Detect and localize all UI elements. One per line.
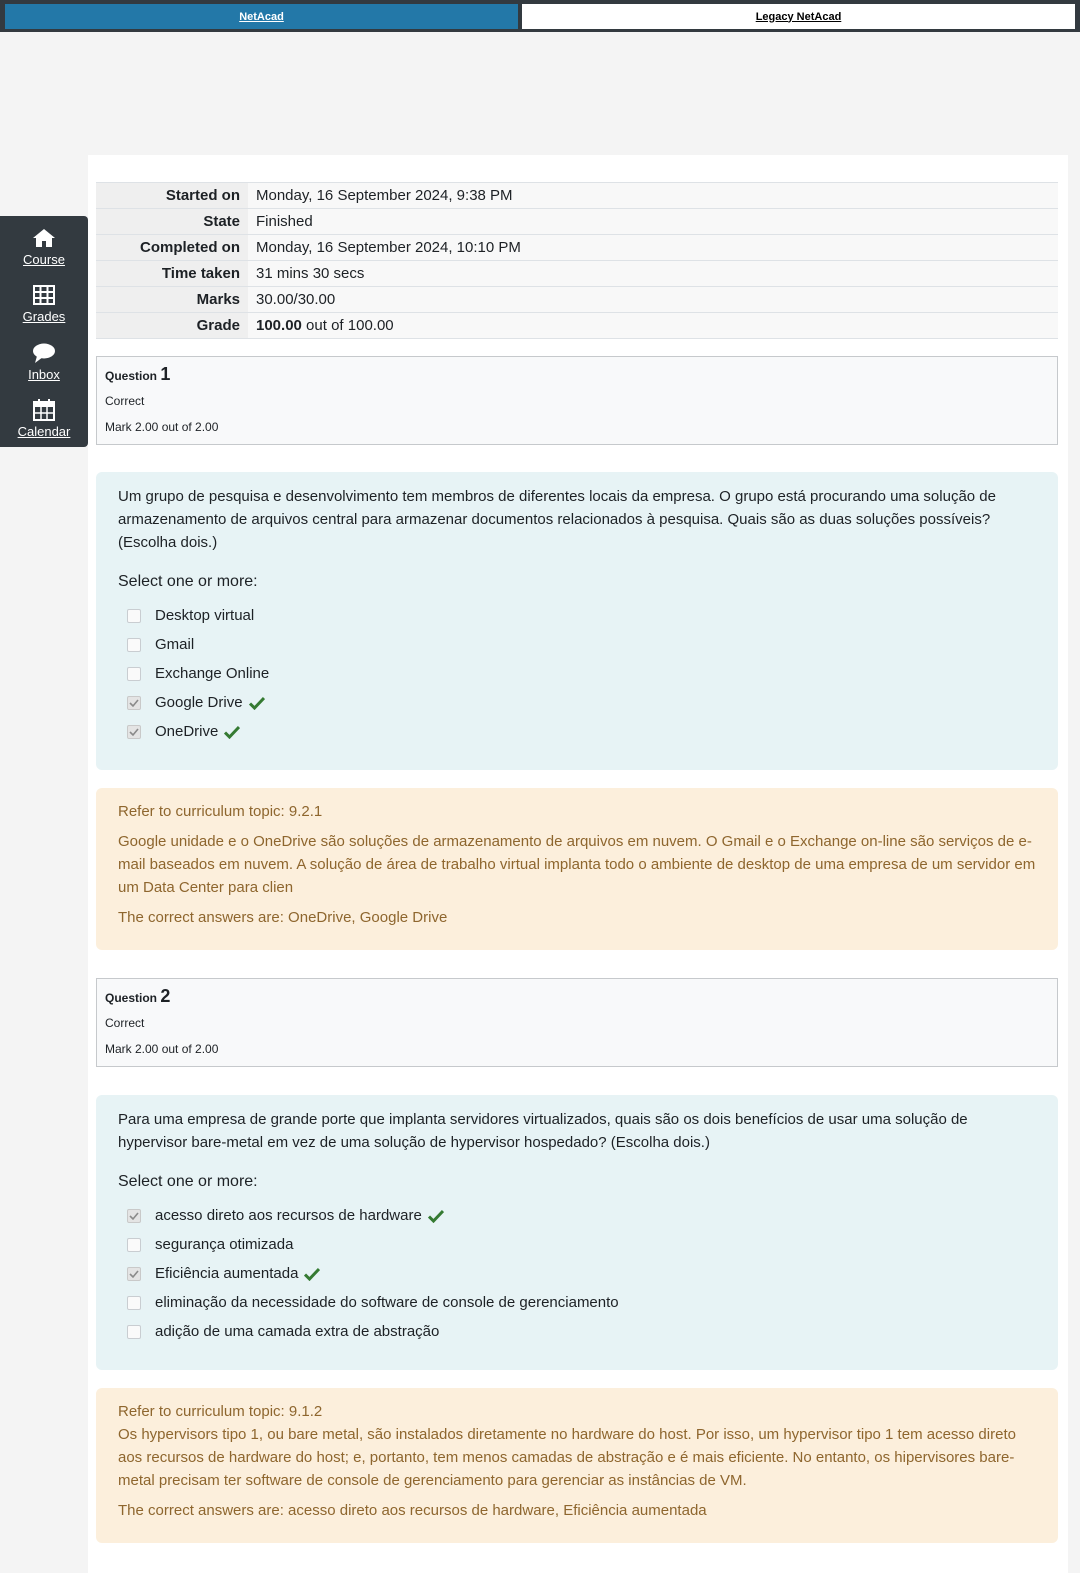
legacy-netacad-link[interactable]: Legacy NetAcad — [522, 4, 1075, 29]
answer-checkbox[interactable] — [127, 638, 141, 652]
answer-checkbox-checked[interactable] — [127, 696, 141, 710]
nav-inbox-label: Inbox — [28, 367, 60, 382]
question-text: Para uma empresa de grande porte que implanta servidores virtualizados, quais são os dois benefícios de usar uma solução de hypervisor bare-metal em vez de uma solução de hypervisor hospedado? (Escolha dois.) — [118, 1111, 968, 1151]
correct-check-icon — [304, 1267, 320, 1281]
state-value: Finished — [248, 209, 1058, 235]
time-taken-value: 31 mins 30 secs — [248, 261, 1058, 287]
question-mark: Mark 2.00 out of 2.00 — [105, 420, 219, 434]
answer-label: OneDrive — [155, 723, 219, 740]
question-state: Correct — [105, 1016, 145, 1030]
answer-option[interactable] — [118, 1259, 1036, 1288]
answer-label: acesso direto aos recursos de hardware — [155, 1207, 422, 1224]
question-number — [105, 364, 170, 385]
correct-answers: The correct answers are: OneDrive, Google Drive — [118, 909, 448, 926]
question-label: Question — [105, 369, 161, 383]
answer-option[interactable] — [118, 717, 1036, 746]
correct-check-icon — [224, 725, 240, 739]
correct-check-icon — [428, 1209, 444, 1223]
answer-checkbox[interactable] — [127, 1325, 141, 1339]
summary-label: Started on — [96, 183, 248, 209]
answer-label: Desktop virtual — [155, 607, 255, 624]
answer-prompt: Select one or more: — [118, 573, 258, 590]
summary-label: Grade — [96, 313, 248, 339]
answer-checkbox-checked[interactable] — [127, 1267, 141, 1281]
grade-suffix: out of 100.00 — [301, 317, 394, 334]
answer-option[interactable] — [118, 1288, 1036, 1317]
question-2-info — [96, 978, 1058, 1067]
chat-icon — [31, 340, 57, 366]
answer-checkbox[interactable] — [127, 1238, 141, 1252]
question-text: Um grupo de pesquisa e desenvolvimento tem membros de diferentes locais da empresa. O grupo está procurando uma solução de armazenamento de arquivos central para armazenar documentos relacionados à pesquisa. Quais são as duas soluções possíveis? (Escolha dois.) — [118, 488, 996, 551]
question-1-feedback — [96, 788, 1058, 950]
question-number — [105, 986, 170, 1007]
feedback-text: Os hypervisors tipo 1, ou bare metal, são instalados diretamente no hardware do host. Por isso, um hypervisor tipo 1 tem acesso direto aos recursos de hardware do host; e, portanto, tem menos camadas de abstração e é mais eficiente. No entanto, os hipervisores bare-metal precisam ter software de console de gerenciamento para gerenciar as instâncias de VM. — [118, 1426, 1016, 1489]
question-2-formulation — [96, 1095, 1058, 1370]
answer-label: eliminação da necessidade do software de console de gerenciamento — [155, 1294, 619, 1311]
question-number-value: 1 — [160, 364, 171, 384]
answer-checkbox[interactable] — [127, 1296, 141, 1310]
answer-option[interactable] — [118, 659, 1036, 688]
answer-option[interactable] — [118, 630, 1036, 659]
answer-label: Google Drive — [155, 694, 243, 711]
answer-checkbox-checked[interactable] — [127, 1209, 141, 1223]
side-nav — [0, 216, 88, 447]
answer-label: segurança otimizada — [155, 1236, 294, 1253]
question-1-info — [96, 356, 1058, 445]
summary-label: Completed on — [96, 235, 248, 261]
completed-on-value: Monday, 16 September 2024, 10:10 PM — [248, 235, 1058, 261]
nav-grades[interactable] — [0, 282, 88, 324]
summary-label: Marks — [96, 287, 248, 313]
answer-prompt: Select one or more: — [118, 1173, 258, 1190]
summary-label: Time taken — [96, 261, 248, 287]
summary-row — [96, 209, 1058, 235]
marks-value: 30.00/30.00 — [248, 287, 1058, 313]
nav-course[interactable] — [0, 225, 88, 267]
summary-row — [96, 313, 1058, 339]
answer-option[interactable] — [118, 601, 1036, 630]
summary-row — [96, 261, 1058, 287]
question-state: Correct — [105, 394, 145, 408]
started-on-value: Monday, 16 September 2024, 9:38 PM — [248, 183, 1058, 209]
answer-checkbox[interactable] — [127, 667, 141, 681]
feedback-topic: Refer to curriculum topic: 9.1.2 — [118, 1403, 323, 1420]
answer-checkbox[interactable] — [127, 609, 141, 623]
nav-calendar-label: Calendar — [17, 424, 71, 439]
grade-number: 100.00 — [256, 317, 302, 334]
top-bar — [0, 0, 1080, 32]
answer-option[interactable] — [118, 688, 1036, 717]
question-2-feedback — [96, 1388, 1058, 1543]
summary-label: State — [96, 209, 248, 235]
summary-row — [96, 287, 1058, 313]
main-content — [88, 155, 1068, 1573]
answer-option[interactable] — [118, 1317, 1036, 1346]
answer-checkbox-checked[interactable] — [127, 725, 141, 739]
answer-label: adição de uma camada extra de abstração — [155, 1323, 440, 1340]
netacad-link[interactable]: NetAcad — [5, 4, 518, 29]
nav-calendar[interactable] — [0, 397, 88, 439]
answer-label: Exchange Online — [155, 665, 270, 682]
table-icon — [31, 282, 57, 308]
question-label: Question — [105, 991, 161, 1005]
answer-label: Gmail — [155, 636, 195, 653]
question-1-formulation — [96, 472, 1058, 770]
attempt-summary-table — [96, 182, 1058, 339]
home-icon — [31, 225, 57, 251]
answer-label: Eficiência aumentada — [155, 1265, 299, 1282]
summary-row — [96, 235, 1058, 261]
summary-row — [96, 183, 1058, 209]
correct-answers: The correct answers are: acesso direto aos recursos de hardware, Eficiência aumentada — [118, 1502, 707, 1519]
question-number-value: 2 — [160, 986, 171, 1006]
answer-option[interactable] — [118, 1201, 1036, 1230]
calendar-icon — [31, 397, 57, 423]
feedback-text: Google unidade e o OneDrive são soluções de armazenamento de arquivos em nuvem. O Gmail e o Exchange on-line são serviços de e-mail baseados em nuvem. A solução de área de trabalho virtual implanta todo o ambiente de desktop de uma empresa de um servidor em um Data Center para clien — [118, 833, 1036, 896]
feedback-topic: Refer to curriculum topic: 9.2.1 — [118, 803, 323, 820]
grade-value — [248, 313, 1058, 339]
correct-check-icon — [249, 696, 265, 710]
question-mark: Mark 2.00 out of 2.00 — [105, 1042, 219, 1056]
nav-grades-label: Grades — [22, 309, 66, 324]
nav-inbox[interactable] — [0, 340, 88, 382]
nav-course-label: Course — [23, 252, 65, 267]
answer-option[interactable] — [118, 1230, 1036, 1259]
